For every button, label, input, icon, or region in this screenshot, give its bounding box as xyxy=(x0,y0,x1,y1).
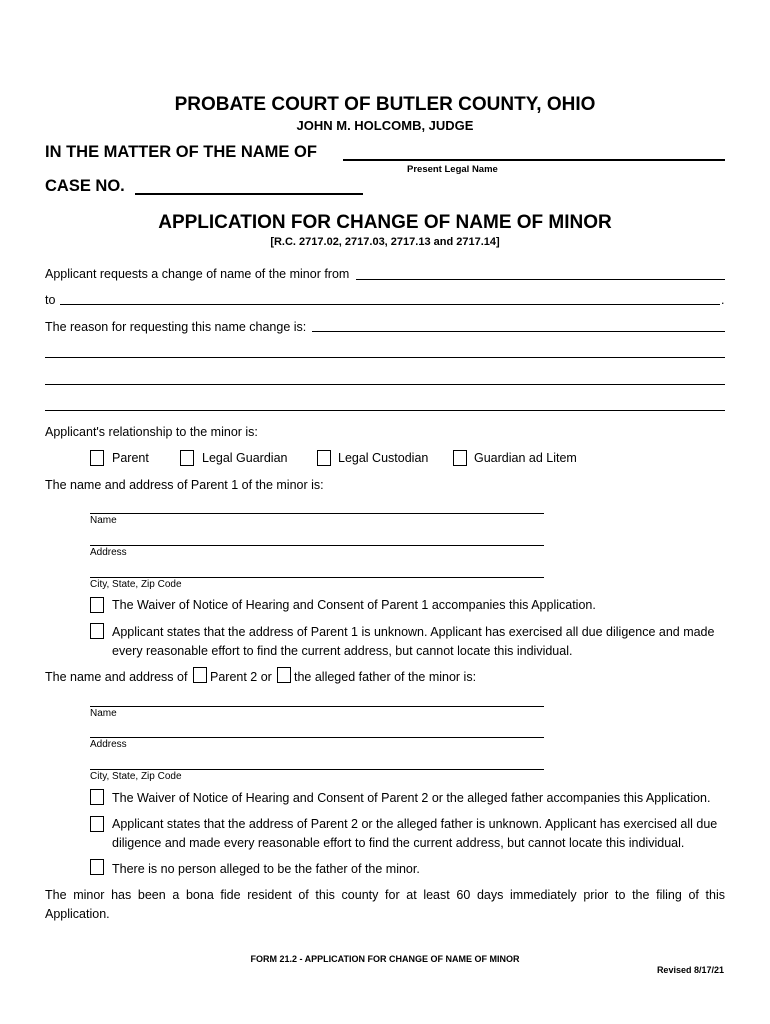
relationship-label: Applicant's relationship to the minor is: xyxy=(45,425,258,439)
parent1-city-field[interactable] xyxy=(90,577,544,578)
new-name-field[interactable] xyxy=(60,304,720,305)
matter-label: IN THE MATTER OF THE NAME OF xyxy=(45,143,317,161)
parent2-name-field[interactable] xyxy=(90,706,544,707)
parent2-option-label: Parent 2 or xyxy=(210,670,272,684)
parent2-waiver-text: The Waiver of Notice of Hearing and Consent of Parent 2 or the alleged father accompanies this Application. xyxy=(112,791,711,805)
reason-field-3[interactable] xyxy=(45,384,725,385)
present-legal-name-caption: Present Legal Name xyxy=(407,164,498,175)
parent1-label: The name and address of Parent 1 of the minor is: xyxy=(45,478,324,492)
parent1-unknown-checkbox[interactable] xyxy=(90,623,104,639)
parent1-waiver-text: The Waiver of Notice of Hearing and Consent of Parent 1 accompanies this Application. xyxy=(112,598,596,612)
court-title: PROBATE COURT OF BUTLER COUNTY, OHIO xyxy=(174,94,596,115)
no-father-text: There is no person alleged to be the father of the minor. xyxy=(112,862,420,876)
case-no-label: CASE NO. xyxy=(45,177,125,195)
residency-line1: The minor has been a bona fide resident of this county for at least 60 days immediately prior to the filing of this xyxy=(45,888,725,902)
parent2-unknown-text-line2: diligence and made every reasonable effort to find the current address, but cannot locate this individual. xyxy=(112,836,685,850)
form-number: FORM 21.2 - APPLICATION FOR CHANGE OF NAME OF MINOR xyxy=(250,954,520,964)
legal-custodian-checkbox[interactable] xyxy=(317,450,331,466)
form-title: APPLICATION FOR CHANGE OF NAME OF MINOR xyxy=(158,212,612,233)
legal-custodian-option-label: Legal Custodian xyxy=(338,451,429,465)
legal-guardian-checkbox[interactable] xyxy=(180,450,194,466)
guardian-ad-litem-checkbox[interactable] xyxy=(453,450,467,466)
parent2-option-checkbox[interactable] xyxy=(193,667,207,683)
period: . xyxy=(721,293,725,307)
parent1-address-field[interactable] xyxy=(90,545,544,546)
legal-guardian-option-label: Legal Guardian xyxy=(202,451,288,465)
parent1-city-caption: City, State, Zip Code xyxy=(90,579,182,590)
current-name-field[interactable] xyxy=(356,279,725,280)
parent1-unknown-text-line2: every reasonable effort to find the current address, but cannot locate this individual. xyxy=(112,644,573,658)
to-label: to xyxy=(45,293,56,307)
no-father-checkbox[interactable] xyxy=(90,859,104,875)
alleged-father-option-checkbox[interactable] xyxy=(277,667,291,683)
revised-date: Revised 8/17/21 xyxy=(656,965,724,975)
case-no-field[interactable] xyxy=(135,193,363,195)
judge-name: JOHN M. HOLCOMB, JUDGE xyxy=(296,118,474,133)
statutes: [R.C. 2717.02, 2717.03, 2717.13 and 2717.14] xyxy=(270,236,500,248)
residency-line2: Application. xyxy=(45,907,110,921)
request-label: Applicant requests a change of name of the minor from xyxy=(45,267,350,281)
parent2-city-caption: City, State, Zip Code xyxy=(90,771,182,782)
parent1-unknown-text-line1: Applicant states that the address of Parent 1 is unknown. Applicant has exercised all due diligence and made xyxy=(112,625,715,639)
parent1-name-field[interactable] xyxy=(90,513,544,514)
guardian-ad-litem-option-label: Guardian ad Litem xyxy=(474,451,577,465)
reason-field-2[interactable] xyxy=(45,357,725,358)
parent1-waiver-checkbox[interactable] xyxy=(90,597,104,613)
parent2-city-field[interactable] xyxy=(90,769,544,770)
parent2-label-prefix: The name and address of xyxy=(45,670,188,684)
parent2-address-caption: Address xyxy=(90,739,127,750)
parent1-address-caption: Address xyxy=(90,547,127,558)
parent2-name-caption: Name xyxy=(90,708,117,719)
parent2-address-field[interactable] xyxy=(90,737,544,738)
parent1-name-caption: Name xyxy=(90,515,117,526)
reason-field-4[interactable] xyxy=(45,410,725,411)
reason-label: The reason for requesting this name change is: xyxy=(45,320,307,334)
reason-field-1[interactable] xyxy=(312,331,725,332)
parent2-waiver-checkbox[interactable] xyxy=(90,789,104,805)
parent-option-label: Parent xyxy=(112,451,149,465)
present-legal-name-field[interactable] xyxy=(343,159,725,161)
alleged-father-option-label: the alleged father of the minor is: xyxy=(294,670,477,684)
parent2-unknown-text-line1: Applicant states that the address of Parent 2 or the alleged father is unknown. Applicant has exercised all due xyxy=(112,817,718,831)
parent2-unknown-checkbox[interactable] xyxy=(90,816,104,832)
parent-checkbox[interactable] xyxy=(90,450,104,466)
